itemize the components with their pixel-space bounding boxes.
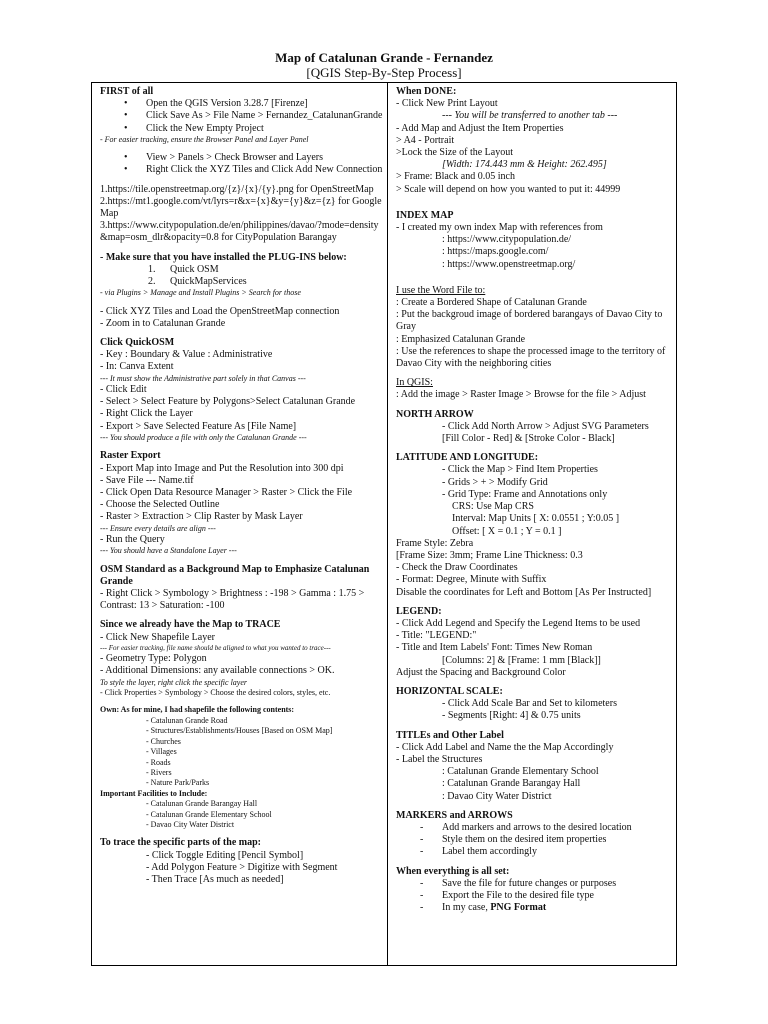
step-note: --- You will be transferred to another tab ---	[442, 110, 618, 122]
xyz-line: - Zoom in to Catalunan Grande	[100, 317, 226, 329]
set-heading: When everything is all set:	[396, 865, 510, 877]
step-line: - Select > Select Feature by Polygons>Select Catalunan Grande	[100, 396, 356, 408]
step-line: : Emphasized Catalunan Grande	[396, 333, 526, 345]
list-item: - Davao City Water District	[146, 819, 235, 829]
step-line: [Frame Size: 3mm; Frame Line Thickness: 0.3	[396, 549, 583, 561]
step-line: - Label the Structures	[396, 753, 483, 765]
plugins-note: - via Plugins > Manage and Install Plugins > Search for those	[100, 288, 301, 298]
list-item: - Add markers and arrows to the desired location	[420, 821, 632, 833]
step-line: - Click Add North Arrow > Adjust SVG Parameters	[442, 420, 649, 432]
step-line: - Raster > Extraction > Clip Raster by Mask Layer	[100, 511, 303, 523]
left-column	[100, 86, 383, 886]
step-line: : Catalunan Grande Elementary School	[442, 766, 599, 778]
step-line: - Title: "LEGEND:"	[396, 630, 477, 642]
set-items	[396, 878, 672, 915]
osm-line: - Right Click > Symbology > Brightness : -198 > Gamma : 1.75 > Contrast: 13 > Saturation: -100	[100, 587, 365, 612]
step-line: - Save File --- Name.tif	[100, 474, 194, 486]
latlong-lines	[396, 538, 672, 599]
step-line: - Then Trace [As much as needed]	[146, 873, 284, 885]
legend-heading: LEGEND:	[396, 605, 442, 617]
png-format-label: PNG Format	[490, 902, 547, 914]
quickosm-lines	[100, 349, 383, 443]
ref-link: : https://maps.google.com/	[442, 246, 549, 258]
legend-lines	[396, 618, 672, 679]
specific-heading: To trace the specific parts of the map:	[100, 837, 261, 849]
trace-heading: Since we already have the Map to TRACE	[100, 619, 281, 631]
specific-lines	[100, 850, 383, 887]
step-line: - Add Map and Adjust the Item Properties	[396, 122, 564, 134]
list-item: - Label them accordingly	[420, 846, 537, 858]
list-item: - Churches	[146, 736, 181, 746]
list-item: - Catalunan Grande Elementary School	[146, 809, 272, 819]
step-line: Adjust the Spacing and Background Color	[396, 666, 566, 678]
document-title: Map of Catalunan Grande - Fernandez	[275, 50, 493, 65]
titles-heading: TITLEs and Other Label	[396, 729, 504, 741]
step-line: - Click Edit	[100, 384, 147, 396]
facilities-items	[100, 799, 383, 830]
trace-lines	[100, 632, 383, 699]
step-line: - Additional Dimensions: any available connections > OK.	[100, 665, 335, 677]
url-line: 2.https://mt1.google.com/vt/lyrs=r&x={x}&y={y}&z={z} for Google Map	[100, 195, 382, 220]
qgis-line: : Add the image > Raster Image > Browse for the file > Adjust	[396, 389, 646, 401]
step-line: > Scale will depend on how you wanted to put it: 44999	[396, 183, 621, 195]
step-line: - Run the Query	[100, 533, 165, 545]
step-line: : Use the references to shape the processed image to the territory of Davao City with the neighboring cities	[396, 345, 666, 370]
north-heading: NORTH ARROW	[396, 408, 474, 420]
url-line: 1.https://tile.openstreetmap.org/{z}/{x}/{y}.png for OpenStreetMap	[100, 183, 374, 195]
list-item: - In my case, PNG Format	[420, 902, 547, 914]
step-line: - Click New Shapefile Layer	[100, 631, 215, 643]
step-line: - Click Add Label and Name the the Map Accordingly	[396, 741, 614, 753]
list-item: - Save the file for future changes or purposes	[420, 877, 617, 889]
step-line: : Catalunan Grande Barangay Hall	[442, 778, 581, 790]
document-subtitle: [QGIS Step-By-Step Process]	[306, 65, 462, 80]
own-heading: Own: As for mine, I had shapefile the following contents:	[100, 705, 295, 715]
step-note: --- Ensure every details are align ---	[100, 523, 216, 533]
step-line: Offset: [ X = 0.1 ; Y = 0.1 ]	[452, 525, 562, 537]
step-line: : Create a Bordered Shape of Catalunan Grande	[396, 297, 587, 309]
titles-lines	[396, 742, 672, 803]
step-line: - Segments [Right: 4] & 0.75 units	[442, 710, 581, 722]
list-item: - Style them on the desired item properties	[420, 834, 607, 846]
step-line: - Click Add Legend and Specify the Legend Items to be used	[396, 617, 641, 629]
list-item: • Right Click the XYZ Tiles and Click Add New Connection	[124, 164, 383, 176]
list-item: - Catalunan Grande Barangay Hall	[146, 799, 258, 809]
step-line: - Key : Boundary & Value : Administrative	[100, 349, 273, 361]
step-line: - Format: Degree, Minute with Suffix	[396, 574, 547, 586]
step-line: - Click New Print Layout	[396, 98, 498, 110]
list-item: • Click Save As > File Name > Fernandez_CatalunanGrande	[124, 110, 383, 122]
list-item: 1. Quick OSM	[148, 263, 219, 275]
step-line: - Right Click the Layer	[100, 408, 193, 420]
view-bullets	[100, 152, 383, 176]
index-intro: - I created my own index Map with references from	[396, 222, 603, 234]
first-heading: FIRST of all	[100, 86, 154, 97]
list-item: - Roads	[146, 757, 171, 767]
list-item: - Catalunan Grande Road	[146, 715, 228, 725]
word-heading: I use the Word File to:	[396, 284, 486, 296]
step-line: - Click Add Scale Bar and Set to kilometers	[442, 698, 617, 710]
step-line: - Export > Save Selected Feature As [File Name]	[100, 420, 297, 432]
list-item: - Rivers	[146, 767, 172, 777]
plugins-heading: - Make sure that you have installed the PLUG-INS below:	[100, 251, 347, 263]
step-line: - Click Properties > Symbology > Choose the desired colors, styles, etc.	[100, 688, 331, 698]
step-line: - Click Toggle Editing [Pencil Symbol]	[146, 849, 304, 861]
step-line: - Geometry Type: Polygon	[100, 653, 207, 665]
step-line: : Put the backgroud image of bordered barangays of Davao City to Gray	[396, 309, 663, 333]
step-note: To style the layer, right click the specific layer	[100, 677, 247, 687]
step-line: > Frame: Black and 0.05 inch	[396, 171, 515, 183]
index-heading: INDEX MAP	[396, 209, 454, 221]
latlong-heading: LATITUDE AND LONGITUDE:	[396, 452, 539, 464]
right-column	[396, 86, 672, 914]
step-line: - Grid Type: Frame and Annotations only	[442, 488, 608, 500]
step-line: - Grids > + > Modify Grid	[442, 476, 548, 488]
latlong-indented	[396, 464, 672, 537]
hscale-heading: HORIZONTAL SCALE:	[396, 685, 503, 697]
step-line: >Lock the Size of the Layout	[396, 147, 513, 159]
step-line: : Davao City Water District	[442, 790, 552, 802]
list-item: - Export the File to the desired file type	[420, 889, 594, 901]
markers-items	[396, 822, 672, 859]
step-line: - Export Map into Image and Put the Resolution into 300 dpi	[100, 462, 344, 474]
step-line: - Choose the Selected Outline	[100, 499, 220, 511]
list-item: 2. QuickMapServices	[148, 276, 247, 288]
markers-heading: MARKERS and ARROWS	[396, 809, 513, 821]
column-divider	[387, 83, 388, 965]
qgis-heading: In QGIS:	[396, 377, 433, 389]
step-line: > A4 - Portrait	[396, 134, 455, 146]
done-heading: When DONE:	[396, 86, 457, 97]
word-lines	[396, 297, 672, 370]
tile-urls	[100, 184, 383, 245]
index-refs	[396, 234, 672, 271]
list-item: • View > Panels > Check Browser and Layers	[124, 152, 324, 164]
step-line: - Click Open Data Resource Manager > Raster > Click the File	[100, 486, 353, 498]
step-line: Frame Style: Zebra	[396, 537, 474, 549]
own-items	[100, 716, 383, 789]
osm-heading: OSM Standard as a Background Map to Emphasize Catalunan Grande	[100, 563, 370, 587]
tracking-note: - For easier tracking, ensure the Browser Panel and Layer Panel	[100, 134, 309, 144]
list-item: - Nature Park/Parks	[146, 778, 210, 788]
step-line: - Click the Map > Find Item Properties	[442, 464, 598, 476]
list-item: - Villages	[146, 747, 177, 757]
raster-lines	[100, 463, 383, 557]
ref-link: : https://www.openstreetmap.org/	[442, 258, 576, 270]
list-item: • Click the New Empty Project	[124, 122, 264, 134]
step-line: [Fill Color - Red] & [Stroke Color - Black]	[442, 433, 615, 445]
xyz-line: - Click XYZ Tiles and Load the OpenStreetMap connection	[100, 305, 340, 317]
step-note: [Width: 174.443 mm & Height: 262.495]	[442, 159, 607, 171]
step-note: --- You should have a Standalone Layer ---	[100, 546, 237, 556]
url-line: 3.https://www.citypopulation.de/en/philippines/davao/?mode=density&map=osm_dlr&opacity=0.8 for CityPopulation Barangay	[100, 220, 379, 244]
done-lines	[396, 98, 672, 196]
step-note: --- For easier tracking, file name should be aligned to what you wanted to trace---	[100, 643, 331, 652]
ref-link: : https://www.citypopulation.de/	[442, 234, 572, 246]
step-line: Interval: Map Units [ X: 0.0551 ; Y:0.05 ]	[452, 513, 620, 525]
step-line: Disable the coordinates for Left and Bottom [As Per Instructed]	[396, 586, 652, 598]
step-note: --- It must show the Administrative part solely in that Canvas ---	[100, 373, 306, 383]
step-note: --- You should produce a file with only the Catalunan Grande ---	[100, 432, 307, 442]
step-line: - Title and Item Labels' Font: Times New Roman	[396, 642, 593, 654]
list-item: • Open the QGIS Version 3.28.7 [Firenze]	[124, 98, 308, 110]
list-item: - Structures/Establishments/Houses [Based on OSM Map]	[146, 726, 333, 736]
step-line: CRS: Use Map CRS	[452, 501, 534, 513]
quickosm-heading: Click QuickOSM	[100, 337, 175, 349]
first-bullets	[100, 98, 383, 135]
raster-heading: Raster Export	[100, 450, 161, 462]
content-frame	[91, 82, 677, 966]
step-line: - In: Canva Extent	[100, 361, 174, 373]
facilities-heading: Important Facilities to Include:	[100, 788, 208, 798]
step-line: [Columns: 2] & [Frame: 1 mm [Black]]	[442, 654, 601, 666]
step-line: - Check the Draw Coordinates	[396, 562, 518, 574]
step-line: - Add Polygon Feature > Digitize with Segment	[146, 861, 338, 873]
